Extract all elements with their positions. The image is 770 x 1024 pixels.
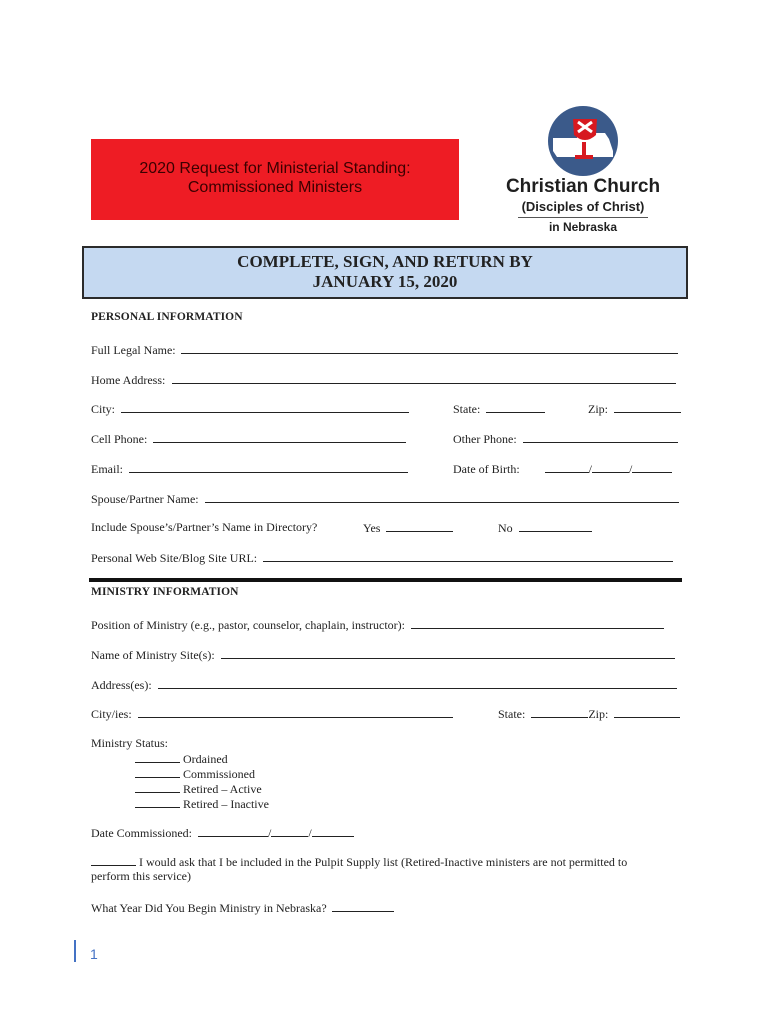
form-title-line1: 2020 Request for Ministerial Standing: (139, 160, 411, 177)
no-row (498, 520, 592, 536)
home-address-field[interactable] (172, 372, 676, 384)
status-ordained-blank[interactable] (135, 751, 180, 763)
state-label: State: (453, 402, 481, 416)
ministry-state-field[interactable] (531, 706, 588, 718)
yes-field[interactable] (386, 520, 453, 532)
ministry-city-row (91, 706, 453, 722)
website-row (91, 550, 673, 566)
position-field[interactable] (411, 617, 664, 629)
email-row (91, 461, 408, 477)
year-began-field[interactable] (332, 900, 394, 912)
email-label: Email: (91, 462, 123, 476)
ministry-address-label: Address(es): (91, 678, 152, 692)
ministry-zip-label: Zip: (588, 707, 609, 721)
home-address-label: Home Address: (91, 373, 166, 387)
status-option (135, 781, 262, 797)
logo-location: in Nebraska (548, 220, 618, 234)
full-name-field[interactable] (181, 342, 678, 354)
status-option (135, 751, 228, 767)
include-directory-label: Include Spouse’s/Partner’s Name in Directory? (91, 520, 318, 534)
personal-section-heading: PERSONAL INFORMATION (91, 311, 243, 323)
dob-label: Date of Birth: (453, 462, 520, 476)
status-retired-active-label: Retired – Active (183, 782, 262, 796)
ministry-address-field[interactable] (158, 677, 677, 689)
cell-phone-label: Cell Phone: (91, 432, 148, 446)
other-phone-label: Other Phone: (453, 432, 517, 446)
no-label: No (498, 521, 513, 535)
ministry-city-label: City/ies: (91, 707, 132, 721)
zip-field[interactable] (614, 401, 681, 413)
spouse-label: Spouse/Partner Name: (91, 492, 199, 506)
status-retired-inactive-label: Retired – Inactive (183, 797, 269, 811)
dob-sep1: / (588, 462, 592, 476)
status-commissioned-label: Commissioned (183, 767, 256, 781)
ministry-status-label: Ministry Status: (91, 736, 169, 750)
section-divider (89, 578, 682, 582)
full-name-row (91, 342, 678, 358)
city-row (91, 401, 409, 417)
ministry-section-heading: MINISTRY INFORMATION (91, 586, 239, 598)
city-field[interactable] (121, 401, 409, 413)
form-title (91, 159, 459, 197)
year-began-row (91, 900, 394, 916)
dob-day-field[interactable] (592, 461, 629, 473)
website-field[interactable] (263, 550, 673, 562)
website-label: Personal Web Site/Blog Site URL: (91, 551, 258, 565)
date-commissioned-label: Date Commissioned: (91, 826, 192, 840)
include-directory-row (91, 520, 317, 535)
ministry-zip-field[interactable] (614, 706, 680, 718)
form-title-box (91, 139, 459, 220)
ministry-state-zip-row (498, 706, 680, 722)
cell-phone-row (91, 431, 406, 447)
zip-row (588, 401, 681, 417)
pulpit-supply-row (91, 854, 627, 870)
full-name-label: Full Legal Name: (91, 343, 176, 357)
city-label: City: (91, 402, 116, 416)
status-retired-active-blank[interactable] (135, 781, 180, 793)
state-field[interactable] (486, 401, 545, 413)
spouse-row (91, 491, 679, 507)
ministry-city-field[interactable] (138, 706, 453, 718)
status-option (135, 766, 255, 782)
yes-label: Yes (363, 521, 381, 535)
home-address-row (91, 372, 676, 388)
pulpit-supply-text: I would ask that I be included in the Pulpit Supply list (Retired-Inactive ministers are not permitted to (139, 855, 628, 869)
dob-row (453, 461, 672, 477)
deadline-line1: COMPLETE, SIGN, AND RETURN BY (237, 252, 533, 271)
church-logo (500, 100, 670, 240)
form-title-line2: Commissioned Ministers (187, 179, 363, 196)
logo-name: Christian Church (505, 176, 661, 197)
deadline-line2: JANUARY 15, 2020 (312, 272, 458, 291)
other-phone-field[interactable] (523, 431, 678, 443)
logo-subtitle: (Disciples of Christ) (521, 199, 645, 214)
email-field[interactable] (129, 461, 408, 473)
pulpit-supply-text-line2: perform this service) (91, 869, 191, 883)
logo-divider (518, 217, 648, 218)
pulpit-supply-blank[interactable] (91, 854, 136, 866)
dob-year-field[interactable] (632, 461, 672, 473)
page-number: 1 (74, 940, 98, 962)
zip-label: Zip: (588, 402, 608, 416)
ministry-address-row (91, 677, 677, 693)
ministry-site-label: Name of Ministry Site(s): (91, 648, 215, 662)
date-commissioned-row (91, 825, 354, 841)
date-month-field[interactable] (198, 825, 268, 837)
ministry-site-field[interactable] (221, 647, 675, 659)
no-field[interactable] (519, 520, 592, 532)
status-retired-inactive-blank[interactable] (135, 796, 180, 808)
yes-row (363, 520, 453, 536)
ministry-site-row (91, 647, 675, 663)
date-year-field[interactable] (312, 825, 354, 837)
dob-sep2: / (629, 462, 633, 476)
position-label: Position of Ministry (e.g., pastor, counselor, chaplain, instructor): (91, 618, 405, 632)
position-row (91, 617, 664, 633)
cell-phone-field[interactable] (153, 431, 406, 443)
year-began-label: What Year Did You Begin Ministry in Nebraska? (91, 901, 327, 915)
other-phone-row (453, 431, 678, 447)
chalice-cross-nebraska-icon (547, 105, 619, 177)
status-ordained-label: Ordained (183, 752, 228, 766)
spouse-field[interactable] (205, 491, 679, 503)
date-sep2: / (308, 826, 312, 840)
date-sep1: / (268, 826, 272, 840)
status-commissioned-blank[interactable] (135, 766, 180, 778)
state-row (453, 401, 545, 417)
dob-month-field[interactable] (545, 461, 589, 473)
ministry-state-label: State: (498, 707, 526, 721)
status-option (135, 796, 269, 812)
deadline-banner (82, 246, 688, 299)
date-day-field[interactable] (271, 825, 308, 837)
